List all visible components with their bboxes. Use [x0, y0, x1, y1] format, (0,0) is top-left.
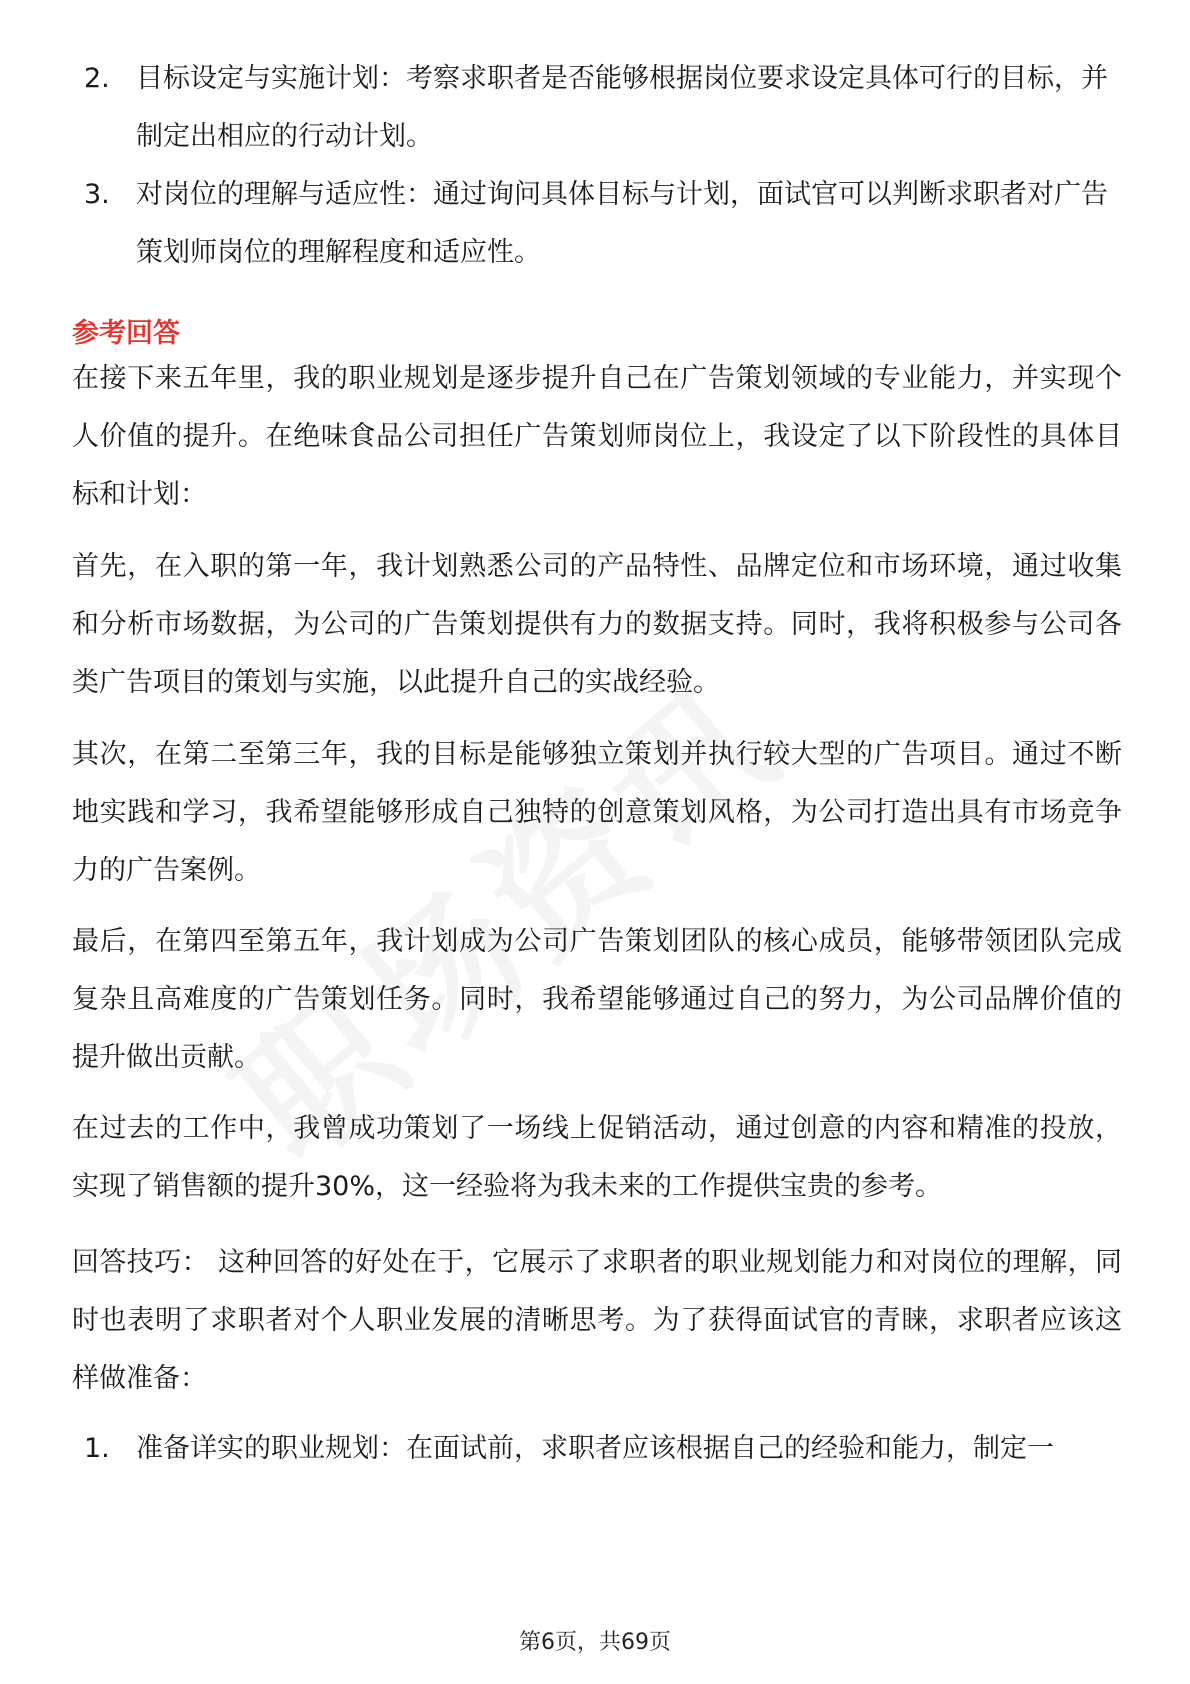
list-number: 3.	[84, 179, 110, 210]
preparation-list	[72, 1420, 1122, 1478]
section-heading: 参考回答	[72, 318, 180, 349]
list-item	[72, 166, 1122, 282]
paragraph: 在接下来五年里，我的职业规划是逐步提升自己在广告策划领域的专业能力，并实现个人价值的提升。在绝味食品公司担任广告策划师岗位上，我设定了以下阶段性的具体目标和计划：	[72, 363, 1122, 510]
paragraph: 其次，在第二至第三年，我的目标是能够独立策划并执行较大型的广告项目。通过不断地实践和学习，我希望能够形成自己独特的创意策划风格，为公司打造出具有市场竞争力的广告案例。	[72, 739, 1122, 886]
paragraph: 回答技巧： 这种回答的好处在于，它展示了求职者的职业规划能力和对岗位的理解，同时也表明了求职者对个人职业发展的清晰思考。为了获得面试官的青睐，求职者应该这样做准备：	[72, 1247, 1122, 1394]
list-number: 2.	[84, 63, 110, 94]
page-footer: 第6页，共69页	[519, 1630, 671, 1655]
criteria-list	[72, 50, 1122, 282]
list-text: 对岗位的理解与适应性：通过询问具体目标与计划，面试官可以判断求职者对广告策划师岗位的理解程度和适应性。	[136, 179, 1108, 268]
paragraph: 在过去的工作中，我曾成功策划了一场线上促销活动，通过创意的内容和精准的投放，实现了销售额的提升30%，这一经验将为我未来的工作提供宝贵的参考。	[72, 1113, 1122, 1202]
list-text: 准备详实的职业规划：在面试前，求职者应该根据自己的经验和能力，制定一	[136, 1433, 1054, 1464]
list-text: 目标设定与实施计划：考察求职者是否能够根据岗位要求设定具体可行的目标，并制定出相应的行动计划。	[136, 63, 1108, 152]
list-number: 1.	[84, 1433, 110, 1464]
list-item	[72, 1420, 1122, 1478]
list-item	[72, 50, 1122, 166]
paragraph: 首先，在入职的第一年，我计划熟悉公司的产品特性、品牌定位和市场环境，通过收集和分析市场数据，为公司的广告策划提供有力的数据支持。同时，我将积极参与公司各类广告项目的策划与实施，以此提升自己的实战经验。	[72, 551, 1122, 698]
paragraph: 最后，在第四至第五年，我计划成为公司广告策划团队的核心成员，能够带领团队完成复杂且高难度的广告策划任务。同时，我希望能够通过自己的努力，为公司品牌价值的提升做出贡献。	[72, 926, 1122, 1073]
